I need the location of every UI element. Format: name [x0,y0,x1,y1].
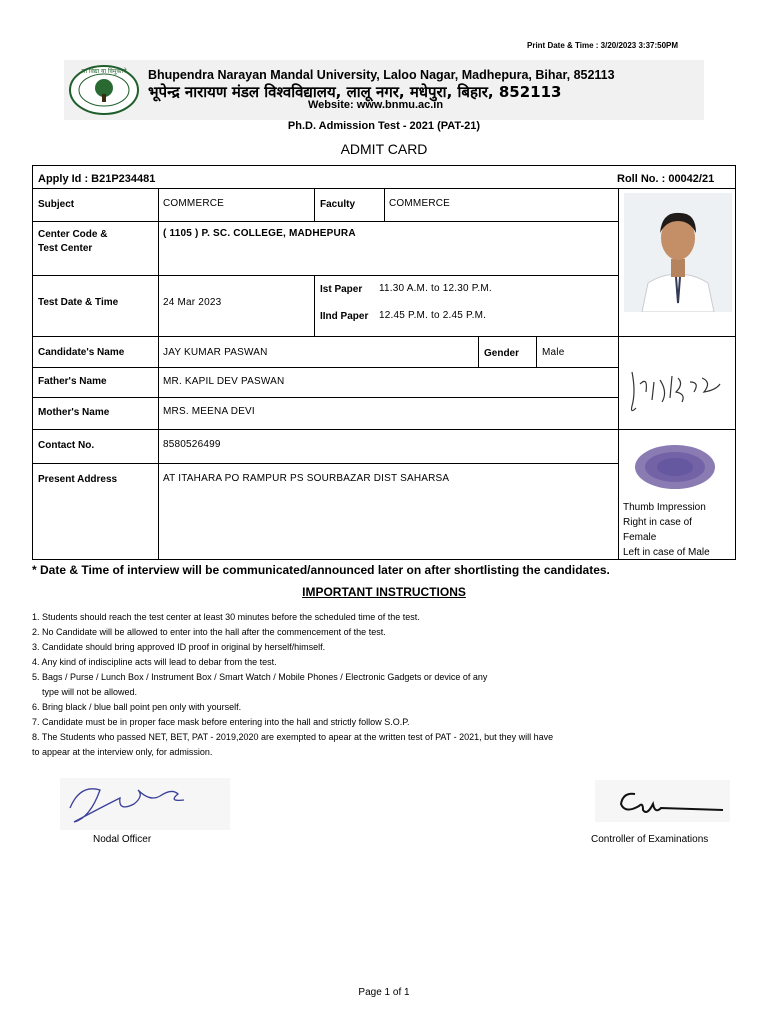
thumb-impression-note [623,500,710,560]
instruction-item: 8. The Students who passed NET, BET, PAT - 2019,2020 are exempted to apear at the written test of PAT - 2021, but they will have [32,732,554,742]
test-center-value: ( 1105 ) P. SC. COLLEGE, MADHEPURA [163,228,356,239]
university-name-hindi: भूपेन्द्र नारायण मंडल विश्वविद्यालय, लालू नगर, मधेपुरा, बिहार, 852113 [148,83,562,101]
center-label-line1: Center Code & [38,229,108,240]
faculty-value: COMMERCE [389,198,451,209]
address-value: AT ITAHARA PO RAMPUR PS SOURBAZAR DIST SAHARSA [163,473,450,484]
thumb-note-line: Female [623,532,657,543]
thumb-note-line: Thumb Impression [623,502,706,513]
nodal-officer-label: Nodal Officer [93,834,152,845]
apply-id: Apply Id : B21P234481 [38,173,156,185]
candidate-name-value: JAY KUMAR PASWAN [163,347,268,358]
address-label: Present Address [38,474,118,485]
page-number: Page 1 of 1 [358,987,410,998]
logo-motto: सा विद्या या विमुक्तये [81,68,127,75]
thumb-impression [630,437,720,497]
paper1-label: Ist Paper [320,284,363,295]
test-title: Ph.D. Admission Test - 2021 (PAT-21) [287,120,481,132]
gender-label: Gender [484,348,520,359]
instruction-item: type will not be allowed. [42,687,138,697]
instruction-item: 1. Students should reach the test center at least 30 minutes before the scheduled time of the test. [32,612,420,622]
instruction-item: to appear at the interview only, for admission. [32,747,213,757]
instructions-list [32,610,732,760]
paper1-time: 11.30 A.M. to 12.30 P.M. [379,283,492,294]
instruction-item: 5. Bags / Purse / Lunch Box / Instrument Box / Smart Watch / Mobile Phones / Electronic Gadgets or device of any [32,672,488,682]
interview-notice: * Date & Time of interview will be communicated/announced later on after shortlisting the candidates. [32,563,610,577]
thumb-note-line: Left in case of Male [623,547,710,558]
mother-name-value: MRS. MEENA DEVI [163,406,255,417]
university-website: Website: www.bnmu.ac.in [308,99,444,111]
subject-value: COMMERCE [163,198,225,209]
controller-signature [595,780,730,822]
admit-card-title: ADMIT CARD [340,141,428,157]
print-date: Print Date & Time : 3/20/2023 3:37:50PM [527,41,679,50]
instruction-item: 6. Bring black / blue ball point pen only with yourself. [32,702,242,712]
instructions-title: IMPORTANT INSTRUCTIONS [302,585,466,599]
controller-label: Controller of Examinations [591,834,709,845]
candidate-name-label: Candidate's Name [38,347,125,358]
contact-label: Contact No. [38,440,95,451]
faculty-label: Faculty [320,199,356,210]
instruction-item: 7. Candidate must be in proper face mask before entering into the hall and strictly follow S.O.P. [32,717,410,727]
father-name-value: MR. KAPIL DEV PASWAN [163,376,285,387]
instruction-item: 3. Candidate should bring approved ID proof in original by herself/himself. [32,642,326,652]
university-logo [68,64,140,116]
gender-value: Male [542,347,565,358]
thumb-note-line: Right in case of [623,517,692,528]
nodal-officer-signature [60,778,230,830]
subject-label: Subject [38,199,75,210]
instruction-item: 2. No Candidate will be allowed to enter into the hall after the commencement of the test. [32,627,386,637]
university-name-english: Bhupendra Narayan Mandal University, Laloo Nagar, Madhepura, Bihar, 852113 [148,68,615,82]
paper2-time: 12.45 P.M. to 2.45 P.M. [379,310,487,321]
mother-name-label: Mother's Name [38,407,110,418]
candidate-signature [624,362,732,422]
father-name-label: Father's Name [38,376,107,387]
contact-value: 8580526499 [163,439,221,450]
roll-number: Roll No. : 00042/21 [617,173,715,185]
instruction-item: 4. Any kind of indiscipline acts will lead to debar from the test. [32,657,277,667]
candidate-photo [624,193,732,312]
paper2-label: IInd Paper [320,311,369,322]
test-date-label: Test Date & Time [38,297,119,308]
center-label-line2: Test Center [38,243,93,254]
test-date-value: 24 Mar 2023 [163,297,222,308]
